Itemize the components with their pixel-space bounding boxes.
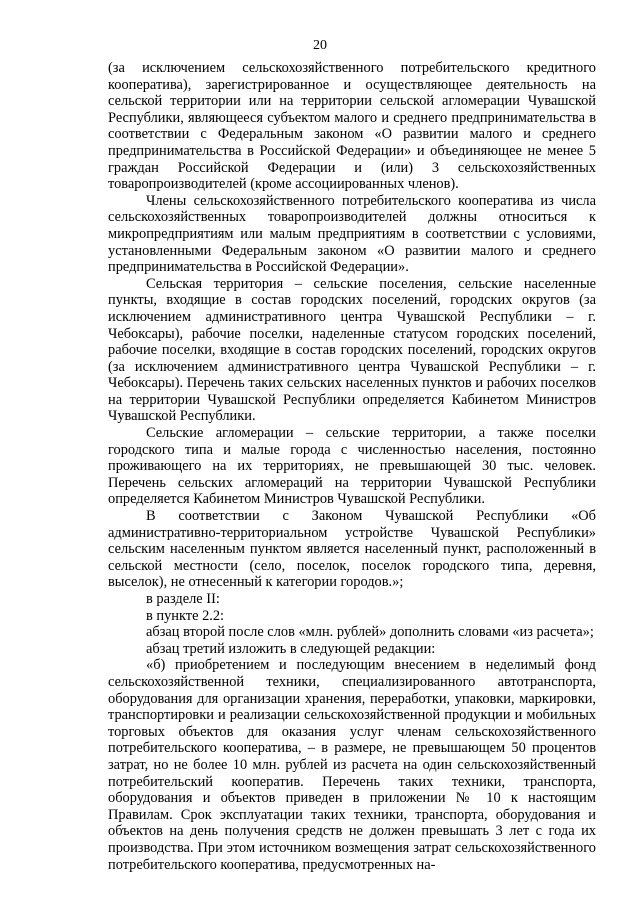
paragraph: (за исключением сельскохозяйственного потребительского кредитного кооператива), зарегистрированное и осуществляющее деятельность на сельской территории или на территории сельской агломерации Чувашской Республики, являющееся субъектом малого и среднего предпринимательства в соответствии с Федеральным законом «О развитии малого и среднего предпринимательства в Российской Федерации» и объединяющее не менее 5 граждан Российской Федерации и (или) 3 сельскохозяйственных товаропроизводителей (кроме ассоциированных членов). [108, 60, 596, 193]
page-number: 20 [313, 38, 327, 53]
paragraph: абзац второй после слов «млн. рублей» дополнить словами «из расчета»; [146, 624, 594, 641]
document-body [108, 60, 596, 873]
paragraph: Сельские агломерации – сельские территории, а также поселки городского типа и малые города с численностью населения, постоянно проживающего на их территориях, не превышающей 30 тыс. человек. Перечень сельских агломераций на территории Чувашской Республики определяется Кабинетом Министров Чувашской Республики. [108, 425, 596, 508]
paragraph: в разделе II: [146, 591, 220, 607]
paragraph: Члены сельскохозяйственного потребительского кооператива из числа сельскохозяйственных товаропроизводителей должны относиться к микропредприятиям или малым предприятиям в соответствии с условиями, установленными Федеральным законом «О развитии малого и среднего предпринимательства в Российской Федерации». [108, 192, 596, 276]
paragraph: Сельская территория – сельские поселения, сельские населенные пункты, входящие в состав городских поселений, городских округов (за исключением административного центра Чувашской Республики – г. Чебоксары), рабочие поселки, наделенные статусом городских поселений, рабочие поселки, входящие в состав городских поселений, городских округов (за исключением административного центра Чувашской Республики – г. Чебоксары). Перечень таких сельских населенных пунктов и рабочих поселков на территории Чувашской Республики определяется Кабинетом Министров Чувашской Республики. [108, 275, 596, 425]
paragraph: в пункте 2.2: [146, 607, 225, 624]
paragraph: «б) приобретением и последующим внесением в неделимый фонд сельскохозяйственной техники, специализированного автотранспорта, оборудования для организации хранения, переработки, упаковки, маркировки, транспортировки и реализации сельскохозяйственной продукции и мобильных торговых объектов для оказания услуг членам сельскохозяйственного потребительского кооператива, – в размере, не превышающем 50 процентов затрат, но не более 10 млн. рублей из расчета на один сельскохозяйственный потребительский кооператив. Перечень таких техники, транспорта, оборудования и объектов приведен в приложении № 10 к настоящим Правилам. Срок эксплуатации таких техники, транспорта, оборудования и объектов на день получения средств не должен превышать 3 лет с года их производства. При этом источником возмещения затрат сельскохозяйственного потребительского кооператива, предусмотренных на- [108, 657, 596, 873]
paragraph: В соответствии с Законом Чувашской Республики «Об административно-территориальном устройстве Чувашской Республики» сельским населенным пунктом является населенный пункт, расположенный в сельской местности (село, поселок, поселок городского типа, деревня, выселок), не отнесенный к категории городов.»; [108, 508, 596, 591]
paragraph: абзац третий изложить в следующей редакции: [146, 640, 436, 657]
